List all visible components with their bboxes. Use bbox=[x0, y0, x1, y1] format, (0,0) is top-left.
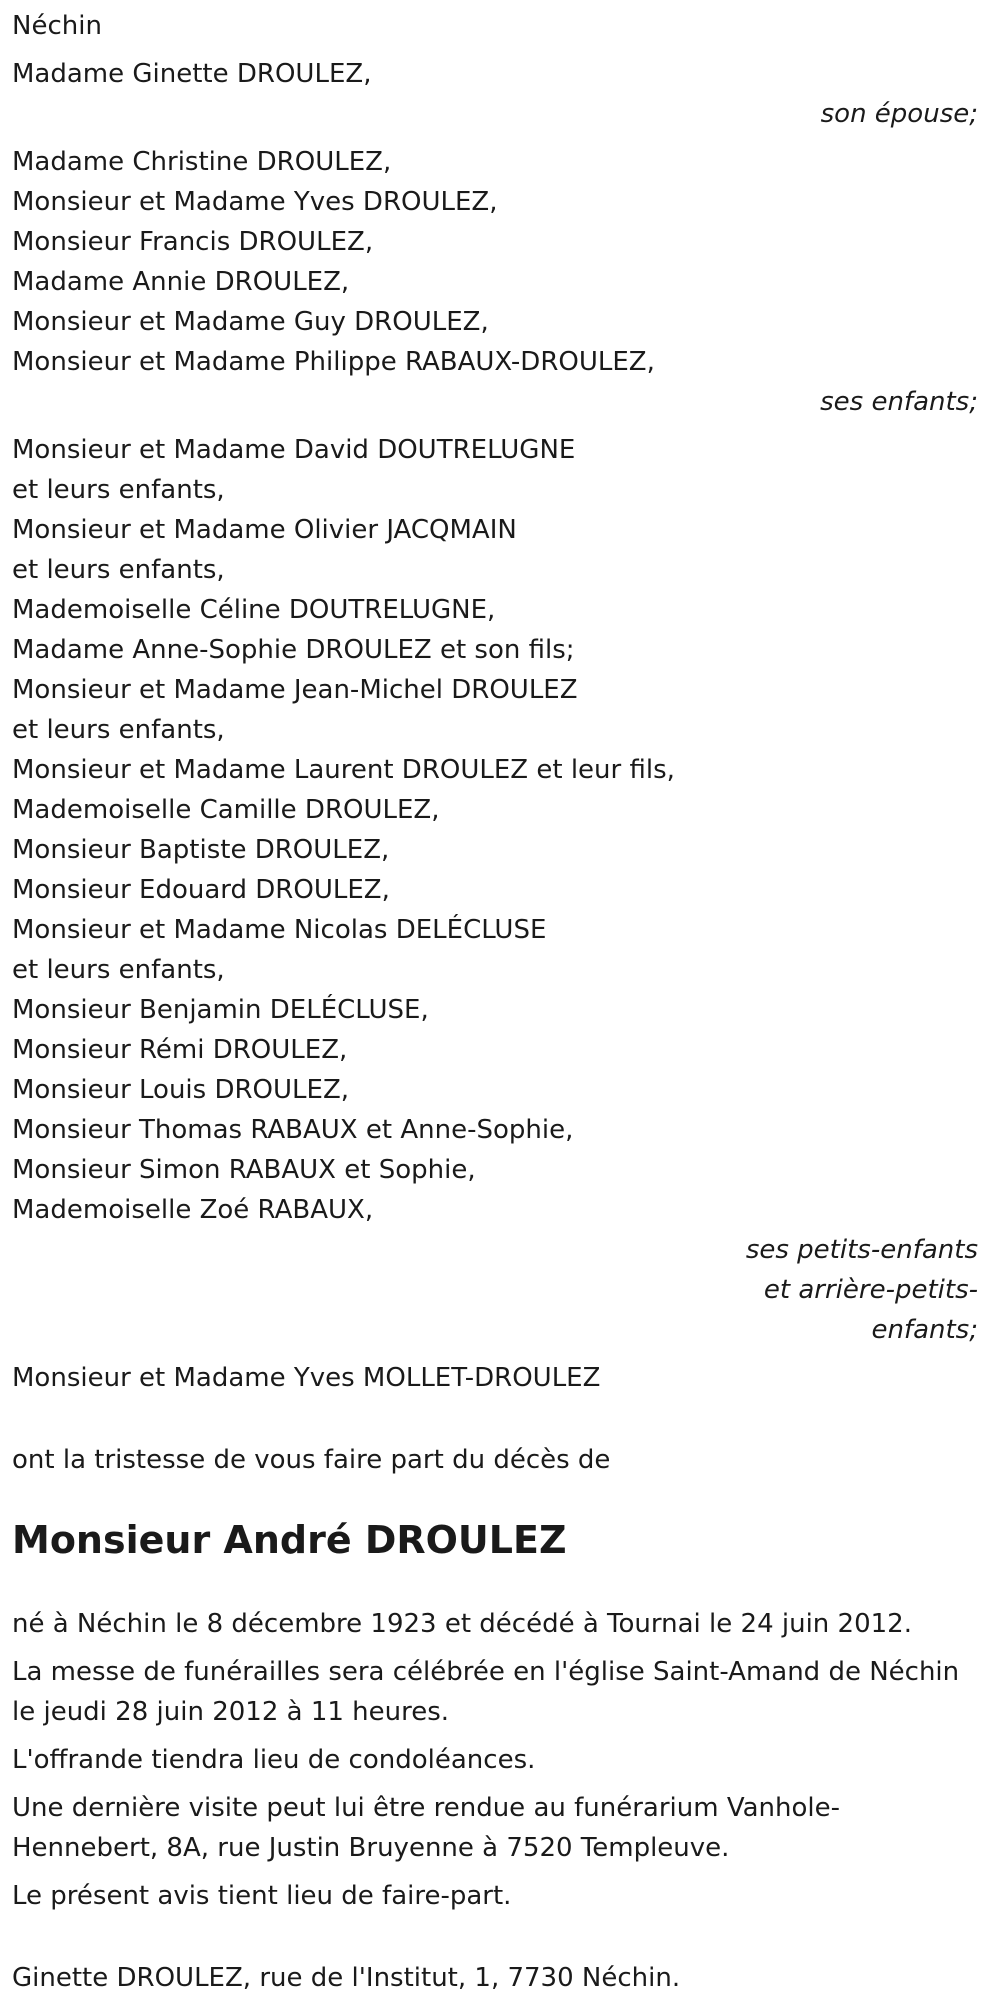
grandchild-line: et leurs enfants, bbox=[12, 475, 225, 505]
grandchild-line: Mademoiselle Céline DOUTRELUGNE, bbox=[12, 595, 496, 625]
grandchildren-role-line: enfants; bbox=[871, 1315, 978, 1345]
grandchild-line: Monsieur Louis DROULEZ, bbox=[12, 1075, 350, 1105]
grandchild-line: Madame Anne-Sophie DROULEZ et son fils; bbox=[12, 635, 575, 665]
grandchildren-section bbox=[12, 430, 988, 1350]
grandchildren-role-line: et arrière-petits- bbox=[763, 1275, 978, 1305]
contact-address: Ginette DROULEZ, rue de l'Institut, 1, 7730 Néchin. bbox=[12, 1963, 681, 1993]
grandchild-line: Mademoiselle Zoé RABAUX, bbox=[12, 1195, 374, 1225]
detail-paragraph bbox=[12, 1652, 988, 1732]
grandchild-line: Monsieur et Madame Laurent DROULEZ et leur fils, bbox=[12, 755, 675, 785]
detail-paragraph bbox=[12, 1788, 988, 1868]
detail-line: Hennebert, 8A, rue Justin Bruyenne à 7520 Templeuve. bbox=[12, 1833, 730, 1863]
detail-paragraph bbox=[12, 1740, 988, 1780]
grandchildren-role-line: ses petits-enfants bbox=[745, 1235, 978, 1265]
grandchild-line: Monsieur et Madame Jean-Michel DROULEZ bbox=[12, 675, 578, 705]
detail-paragraph bbox=[12, 1876, 988, 1916]
child-name: Monsieur et Madame Philippe RABAUX-DROULEZ, bbox=[12, 347, 655, 377]
grandchild-line: et leurs enfants, bbox=[12, 955, 225, 985]
grandchild-line: Monsieur Baptiste DROULEZ, bbox=[12, 835, 390, 865]
grandchild-line: Monsieur Edouard DROULEZ, bbox=[12, 875, 390, 905]
child-name: Monsieur Francis DROULEZ, bbox=[12, 227, 374, 257]
child-name: Monsieur et Madame Yves DROULEZ, bbox=[12, 187, 498, 217]
grandchild-line: Mademoiselle Camille DROULEZ, bbox=[12, 795, 440, 825]
deceased-name: Monsieur André DROULEZ bbox=[12, 1518, 567, 1562]
other-family-name: Monsieur et Madame Yves MOLLET-DROULEZ bbox=[12, 1363, 601, 1393]
place-heading: Néchin bbox=[12, 11, 102, 41]
grandchild-line: Monsieur Simon RABAUX et Sophie, bbox=[12, 1155, 476, 1185]
grandchild-line: Monsieur Thomas RABAUX et Anne-Sophie, bbox=[12, 1115, 574, 1145]
grandchild-line: Monsieur et Madame Nicolas DELÉCLUSE bbox=[12, 915, 547, 945]
detail-line: Une dernière visite peut lui être rendue au funérarium Vanhole- bbox=[12, 1793, 841, 1823]
grandchild-line: et leurs enfants, bbox=[12, 715, 225, 745]
children-role: ses enfants; bbox=[820, 387, 978, 417]
spouse-section bbox=[12, 54, 988, 134]
grandchild-line: Monsieur Rémi DROULEZ, bbox=[12, 1035, 348, 1065]
detail-line: L'offrande tiendra lieu de condoléances. bbox=[12, 1745, 536, 1775]
grandchild-line: Monsieur et Madame Olivier JACQMAIN bbox=[12, 515, 517, 545]
detail-paragraph bbox=[12, 1604, 988, 1644]
spouse-role: son épouse; bbox=[820, 99, 978, 129]
child-name: Monsieur et Madame Guy DROULEZ, bbox=[12, 307, 489, 337]
child-name: Madame Christine DROULEZ, bbox=[12, 147, 392, 177]
detail-line: le jeudi 28 juin 2012 à 11 heures. bbox=[12, 1697, 450, 1727]
detail-line: La messe de funérailles sera célébrée en l'église Saint-Amand de Néchin bbox=[12, 1657, 960, 1687]
announcement-text: ont la tristesse de vous faire part du décès de bbox=[12, 1445, 611, 1475]
child-name: Madame Annie DROULEZ, bbox=[12, 267, 350, 297]
spouse-name: Madame Ginette DROULEZ, bbox=[12, 59, 372, 89]
grandchild-line: et leurs enfants, bbox=[12, 555, 225, 585]
children-section bbox=[12, 142, 988, 422]
detail-line: Le présent avis tient lieu de faire-part. bbox=[12, 1881, 512, 1911]
grandchild-line: Monsieur et Madame David DOUTRELUGNE bbox=[12, 435, 576, 465]
grandchild-line: Monsieur Benjamin DELÉCLUSE, bbox=[12, 995, 429, 1025]
detail-line: né à Néchin le 8 décembre 1923 et décédé à Tournai le 24 juin 2012. bbox=[12, 1609, 912, 1639]
